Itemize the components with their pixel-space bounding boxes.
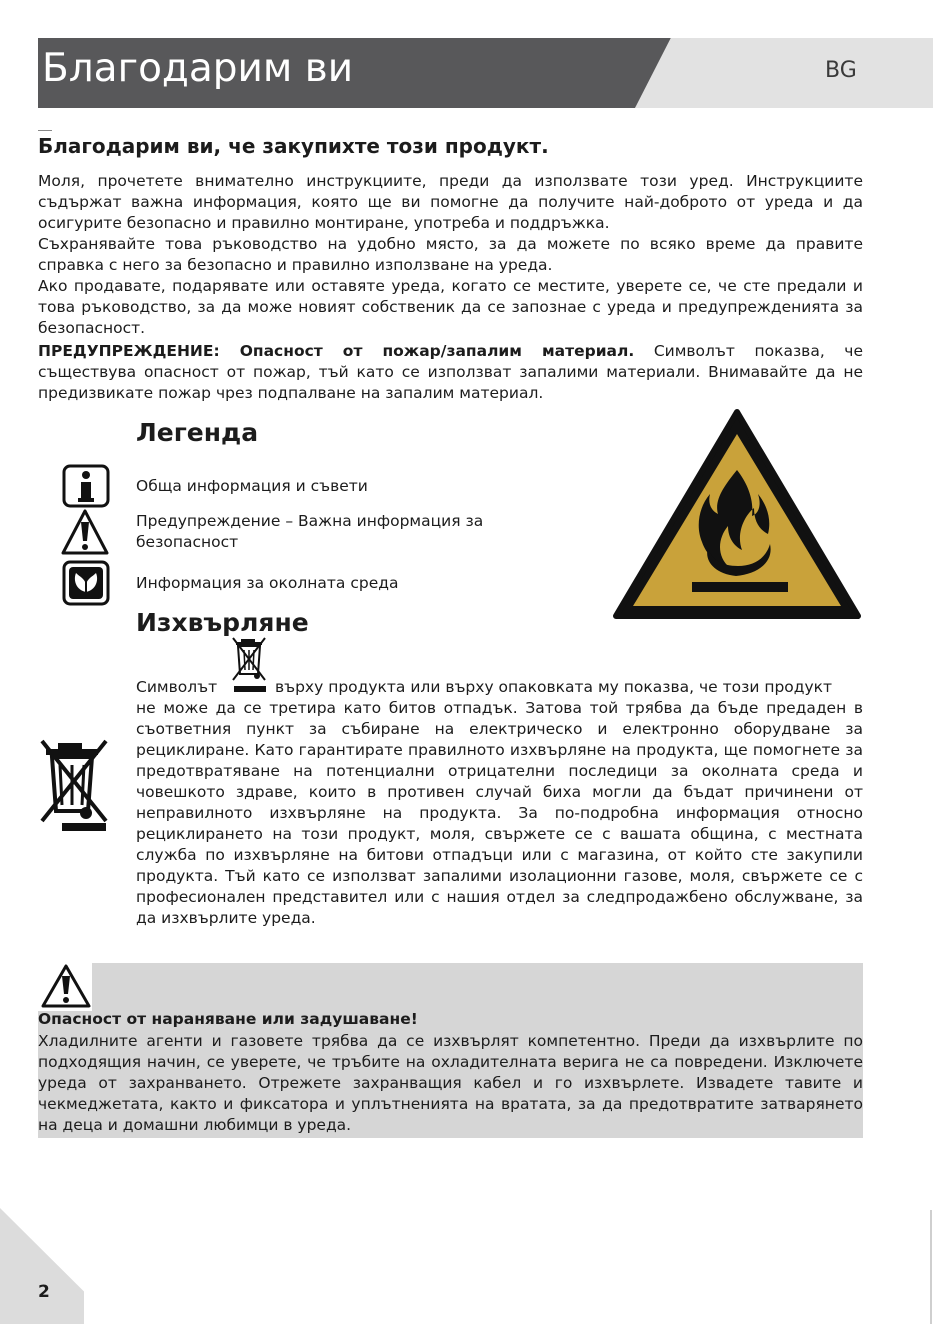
disposal-lead-word: Символът [136,678,218,696]
fire-warning-paragraph [38,341,863,404]
disposal-heading: Изхвърляне [136,608,309,637]
disposal-paragraph: не може да се третира като битов отпадък. Затова той трябва да бъде предаден в съответния пункт за събиране на електрическо и електронно оборудване за рециклиране. Като гарантирате правилното изхвърляне на продукта, ще помогнете за предотвратяване на потенциални отрицателни последици за околната среда и човешкото здраве, които в противен случай биха могли да бъдат причинени от неправилното изхвърляне на продукта. За по-подробна информация относно рециклирането на този продукт, моля, свържете се с вашата община, с местната служба по изхвърляне на битови отпадъци или с магазина, от който сте закупили продукта. Тъй като се използват запалими изолационни газове, моля, свържете се с професионален представител или с нашия отдел за следпродажбено обслужване, за да изхвърлите уреда. [136,699,863,927]
warning-panel-text: Хладилните агенти и газовете трябва да се изхвърлят компетентно. Преди да изхвърлите по подходящия начин, се уверете, че тръбите на охладителната верига не са повредени. Изключете уреда от захранването. Отрежете захранващия кабел и го изхвърлете. Извадете тавите и чекмеджетата, както и фиксатора и уплътненията на вратата, за да предотвратите затварянето на деца и домашни любимци в уреда. [38,1032,863,1134]
legend-item-warning-label-2: безопасност [136,533,239,551]
warning-panel-title: Опасност от нараняване или задушаване! [38,1010,418,1028]
intro-paragraph-1: Моля, прочетете внимателно инструкциите, преди да използвате този уред. Инструкциите съдържат важна информация, която ще ви помогне да получите най-доброто от уреда и да осигурите безопасно и правилно монтиране, употреба и поддръжка. [38,172,863,232]
environment-icon [62,560,110,606]
warning-icon [60,508,110,556]
intro-paragraph-3: Ако продавате, подарявате или оставяте уреда, когато се местите, уверете се, че сте предали и това ръководство, за да може новият собственик да се запознае с уреда и предупрежденията за безопасност. [38,277,863,337]
info-icon [62,464,110,508]
legend-heading: Легенда [136,418,259,447]
fire-warning-text: Символът показва, че съществува опасност от пожар, тъй като се използват запалими материали. Внимавайте да не предизвикате пожар чрез подпалване на запалим материал. [38,342,863,402]
fire-warning-label: ПРЕДУПРЕЖДЕНИЕ: Опасност от пожар/запалим материал. [38,342,635,360]
divider [38,130,52,131]
page-title: Благодарим ви [42,46,354,91]
flammable-warning-sign [612,408,862,620]
legend-item-warning-label: Предупреждение – Важна информация за [136,512,484,530]
subtitle: Благодарим ви, че закупихте този продукт. [38,134,549,158]
footer-corner-shape [0,1208,84,1324]
page-number: 2 [38,1282,50,1302]
intro-paragraph-2: Съхранявайте това ръководство на удобно място, за да можете по всяко време да правите справка с него за безопасно и правилно използване на уреда. [38,235,863,274]
disposal-first-line: върху продукта или върху опаковката му показва, че този продукт [275,678,833,696]
weee-bin-inline-icon [230,636,268,694]
warning-icon [40,963,92,1009]
language-tab [635,38,933,108]
legend-item-info-label: Обща информация и съвети [136,477,368,495]
page-edge [930,1210,932,1324]
weee-bin-icon [40,735,112,835]
language-code: BG [825,58,857,83]
legend-item-environment-label: Информация за околната среда [136,574,399,592]
